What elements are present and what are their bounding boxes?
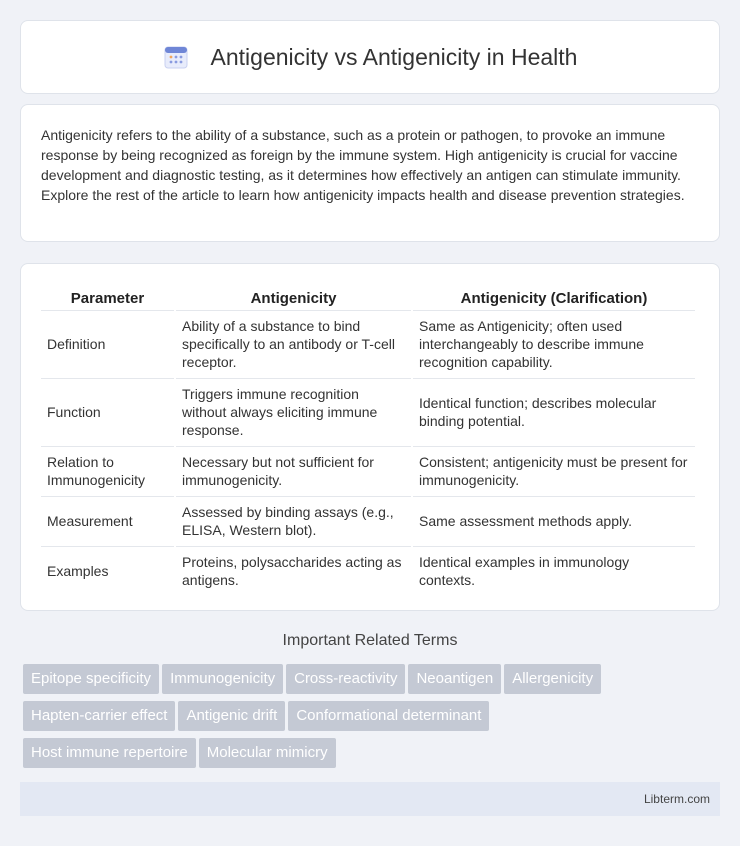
- column-header: Antigenicity: [250, 290, 337, 307]
- table-row: [41, 496, 695, 544]
- table-cell: Triggers immune recognition without always eliciting immune response.: [176, 378, 411, 444]
- related-term-tag[interactable]: Molecular mimicry: [199, 738, 336, 768]
- table-cell-parameter: Examples: [41, 546, 174, 594]
- footer: [20, 782, 720, 816]
- table-cell: Same as Antigenicity; often used interchangeably to describe immune recognition capability.: [413, 310, 695, 376]
- table-cell: Necessary but not sufficient for immunogenicity.: [176, 446, 411, 494]
- table-cell-parameter: Relation to Immunogenicity: [41, 446, 174, 494]
- table-cell: Consistent; antigenicity must be present for immunogenicity.: [413, 446, 695, 494]
- related-term-tag[interactable]: Neoantigen: [408, 664, 501, 694]
- table-row: [41, 546, 695, 594]
- table-cell: Same assessment methods apply.: [413, 496, 695, 544]
- column-header: Antigenicity (Clarification): [460, 290, 648, 307]
- table-header-row: [41, 286, 695, 308]
- page-title: Antigenicity vs Antigenicity in Health: [210, 43, 578, 70]
- table-cell: Ability of a substance to bind specifically to an antibody or T-cell receptor.: [176, 310, 411, 376]
- related-terms-title: Important Related Terms: [282, 632, 458, 649]
- intro-card: [20, 104, 720, 242]
- comparison-table: [39, 284, 697, 596]
- related-term-tag[interactable]: Host immune repertoire: [23, 738, 196, 768]
- table-row: [41, 310, 695, 376]
- related-term-tag[interactable]: Epitope specificity: [23, 664, 159, 694]
- related-term-tag[interactable]: Conformational determinant: [288, 701, 489, 731]
- footer-brand-link[interactable]: Libterm.com: [643, 792, 710, 806]
- table-cell-parameter: Definition: [41, 310, 174, 376]
- table-cell-parameter: Function: [41, 378, 174, 444]
- related-term-tag[interactable]: Allergenicity: [504, 664, 601, 694]
- table-cell: Identical examples in immunology contexts.: [413, 546, 695, 594]
- calendar-icon: [163, 44, 189, 70]
- column-header: Parameter: [70, 290, 145, 307]
- comparison-table-card: [20, 263, 720, 611]
- table-row: [41, 446, 695, 494]
- intro-text: Antigenicity refers to the ability of a substance, such as a protein or pathogen, to provoke an immune response by being recognized as foreign by the immune system. High antigenicity is crucial for vaccine development and diagnostic testing, as it determines how effectively an antigen can stimulate immunity. Explore the rest of the article to learn how antigenicity impacts health and disease prevention strategies.: [41, 127, 685, 203]
- related-term-tag[interactable]: Cross-reactivity: [286, 664, 405, 694]
- related-term-tag[interactable]: Hapten-carrier effect: [23, 701, 175, 731]
- related-term-tag[interactable]: Antigenic drift: [178, 701, 285, 731]
- table-row: [41, 378, 695, 444]
- header-card: [20, 20, 720, 94]
- table-cell: Identical function; describes molecular binding potential.: [413, 378, 695, 444]
- table-cell: Proteins, polysaccharides acting as antigens.: [176, 546, 411, 594]
- related-term-tag[interactable]: Immunogenicity: [162, 664, 283, 694]
- related-terms-list: [23, 664, 723, 775]
- table-cell: Assessed by binding assays (e.g., ELISA, Western blot).: [176, 496, 411, 544]
- table-cell-parameter: Measurement: [41, 496, 174, 544]
